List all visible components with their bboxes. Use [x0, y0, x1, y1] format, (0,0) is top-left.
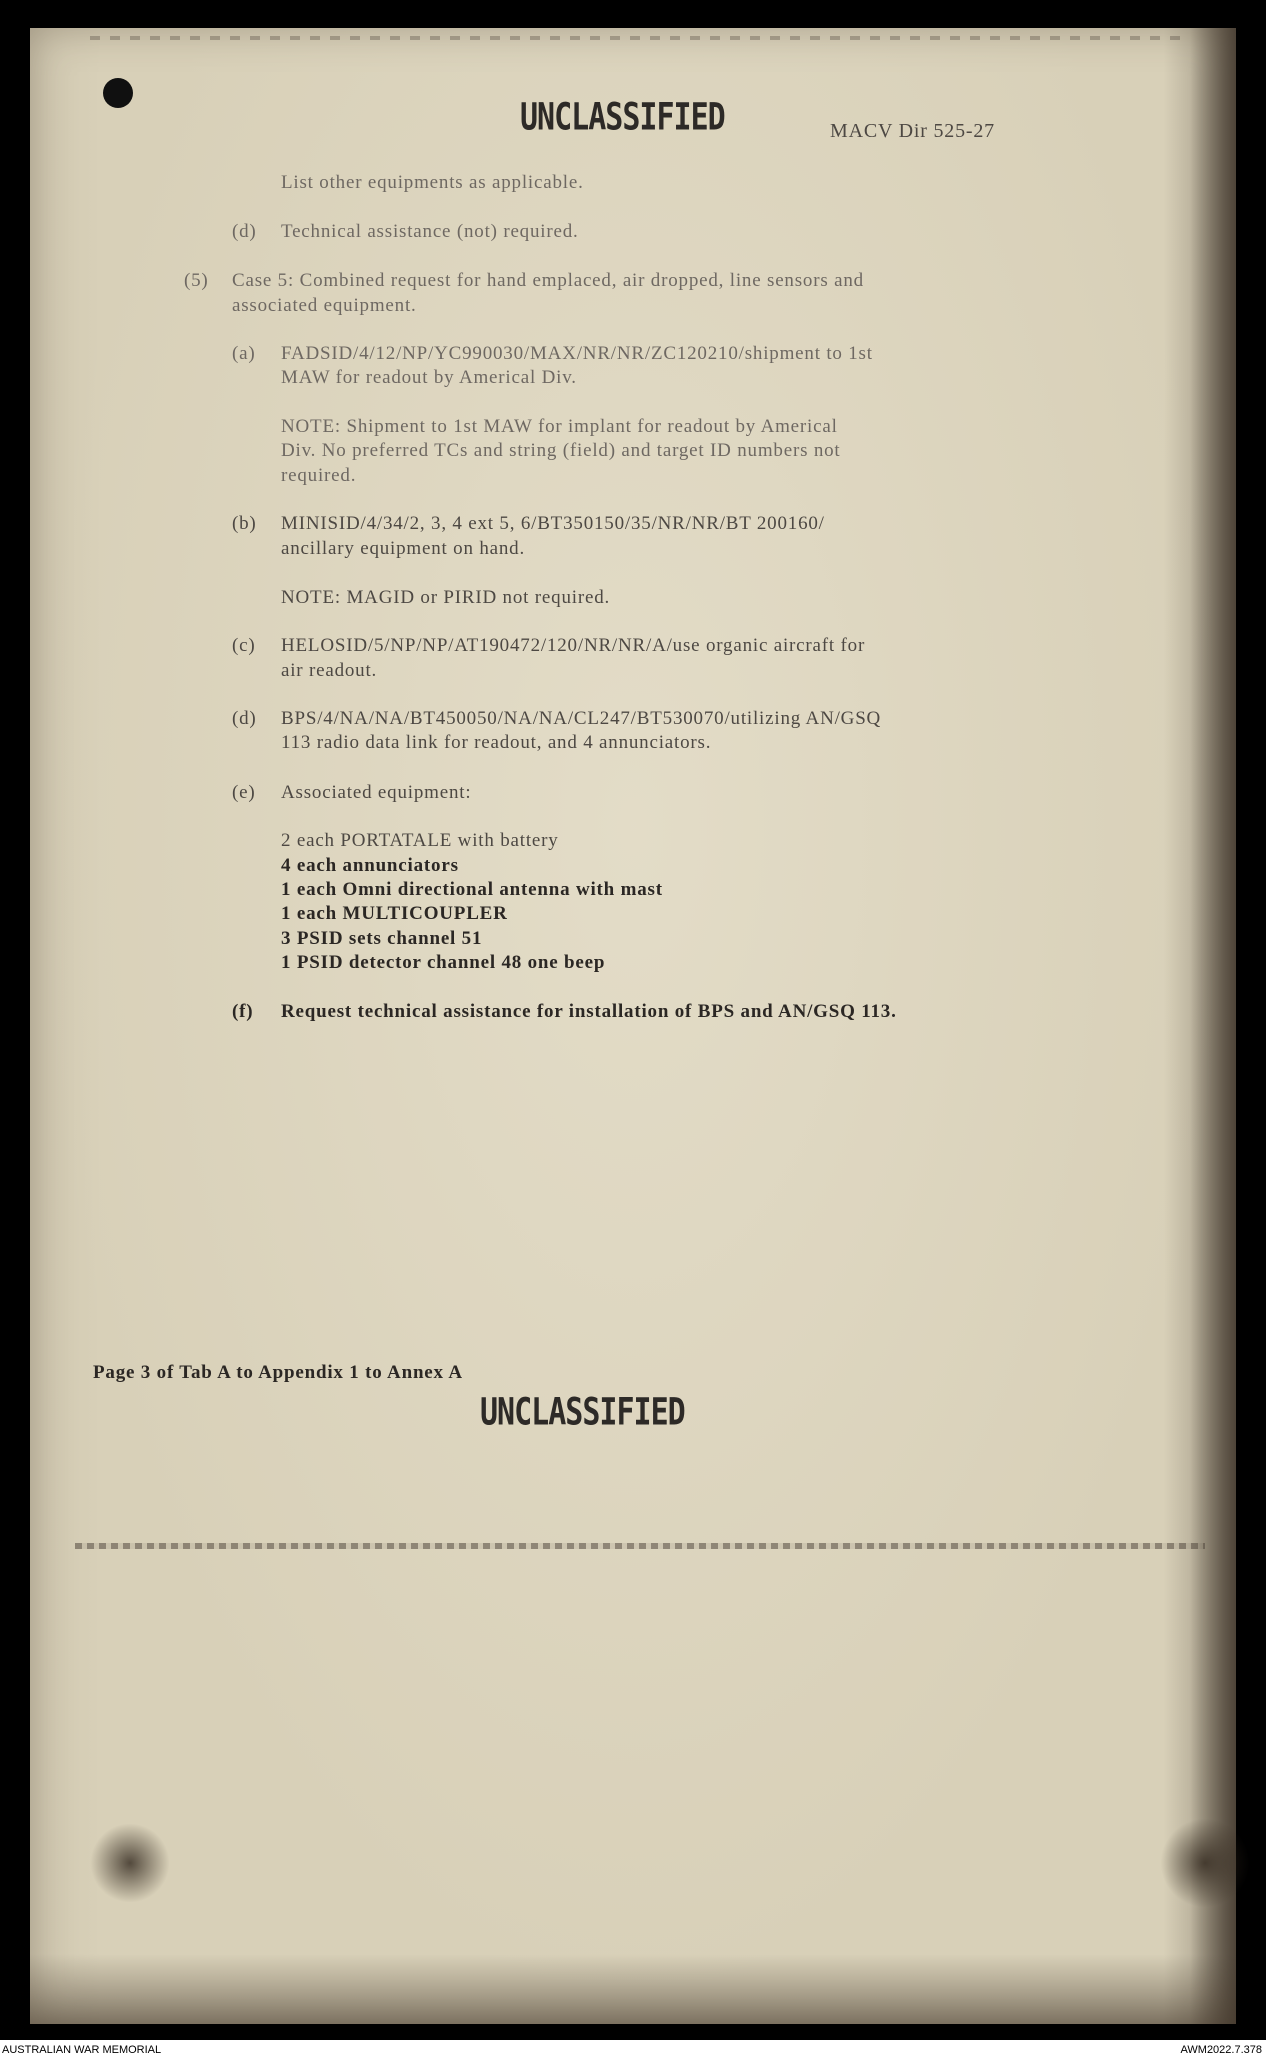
- item-d-label: (d): [232, 708, 257, 729]
- equipment-item: 4 each annunciators: [281, 855, 459, 876]
- stain-spot-left: [90, 1823, 170, 1903]
- item-e-text: Associated equipment:: [281, 782, 472, 803]
- classification-stamp-bottom: UNCLASSIFIED: [480, 1390, 685, 1435]
- case5-line1: Case 5: Combined request for hand emplaced, air dropped, line sensors and: [232, 270, 864, 291]
- item-e-label: (e): [232, 782, 256, 803]
- equipment-item: 1 each Omni directional antenna with mast: [281, 879, 663, 900]
- equipment-item: 2 each PORTATALE with battery: [281, 830, 559, 851]
- item-a-line1: FADSID/4/12/NP/YC990030/MAX/NR/NR/ZC120210/shipment to 1st: [281, 343, 873, 364]
- edge-stain: [1190, 28, 1236, 2024]
- page-reference: Page 3 of Tab A to Appendix 1 to Annex A: [93, 1362, 463, 1383]
- classification-stamp-top: UNCLASSIFIED: [520, 95, 725, 140]
- equipment-item: 1 PSID detector channel 48 one beep: [281, 952, 606, 973]
- item-d-line2: 113 radio data link for readout, and 4 annunciators.: [281, 732, 712, 753]
- item-b-line2: ancillary equipment on hand.: [281, 538, 525, 559]
- directive-number: MACV Dir 525-27: [830, 120, 995, 142]
- archive-footer: [0, 2040, 1266, 2061]
- item-d-line1: BPS/4/NA/NA/BT450050/NA/NA/CL247/BT530070/utilizing AN/GSQ: [281, 708, 882, 729]
- item-d-prev-text: Technical assistance (not) required.: [281, 221, 579, 242]
- punch-hole: [103, 78, 133, 108]
- equipment-item: 1 each MULTICOUPLER: [281, 903, 508, 924]
- item-a-line2: MAW for readout by Americal Div.: [281, 367, 577, 388]
- fold-line: [75, 1543, 1205, 1549]
- item-f-text: Request technical assistance for installation of BPS and AN/GSQ 113.: [281, 1001, 897, 1022]
- archive-name: AUSTRALIAN WAR MEMORIAL: [2, 2044, 162, 2056]
- item-b-line1: MINISID/4/34/2, 3, 4 ext 5, 6/BT350150/35/NR/NR/BT 200160/: [281, 513, 825, 534]
- stain-spot-right: [1160, 1818, 1250, 1908]
- item-c-line2: air readout.: [281, 660, 378, 681]
- item-d-prev-label: (d): [232, 221, 257, 242]
- item-b-label: (b): [232, 513, 257, 534]
- item-c-label: (c): [232, 635, 256, 656]
- item-a-label: (a): [232, 343, 256, 364]
- note-a-line2: Div. No preferred TCs and string (field) and target ID numbers not: [281, 440, 841, 461]
- intro-line: List other equipments as applicable.: [281, 172, 584, 193]
- note-a-line3: required.: [281, 465, 357, 486]
- page-edge-mark: [90, 36, 1190, 40]
- item-f-label: (f): [232, 1001, 254, 1022]
- archive-id: AWM2022.7.378: [1180, 2044, 1262, 2056]
- note-a-line1: NOTE: Shipment to 1st MAW for implant for readout by Americal: [281, 416, 838, 437]
- case5-line2: associated equipment.: [232, 295, 417, 316]
- equipment-item: 3 PSID sets channel 51: [281, 928, 483, 949]
- document-page: [30, 28, 1236, 2024]
- item-c-line1: HELOSID/5/NP/NP/AT190472/120/NR/NR/A/use organic aircraft for: [281, 635, 866, 656]
- case5-label: (5): [184, 270, 209, 291]
- bottom-stain: [30, 1954, 1236, 2024]
- note-b: NOTE: MAGID or PIRID not required.: [281, 587, 611, 608]
